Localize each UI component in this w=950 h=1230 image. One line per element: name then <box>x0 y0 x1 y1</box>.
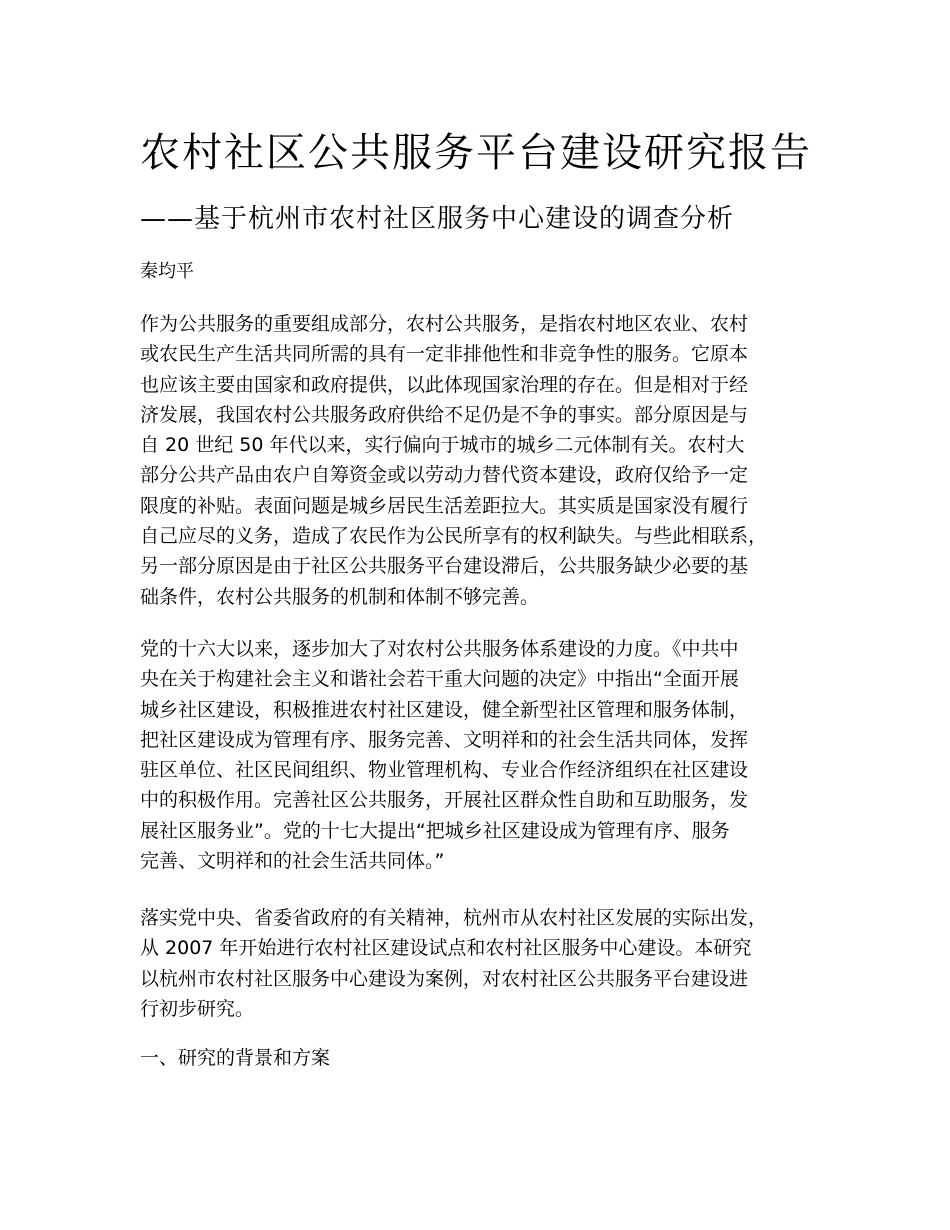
paragraph-line: 党的十六大以来，逐步加大了对农村公共服务体系建设的力度。《中共中 <box>140 638 739 660</box>
paragraph-line: 济发展，我国农村公共服务政府供给不足仍是不争的事实。部分原因是与 <box>140 403 749 426</box>
paragraph-line: 限度的补贴。表面问题是城乡居民生活差距拉大。其实质是国家没有履行 <box>140 494 749 517</box>
paragraph-line: 自 20 世纪 50 年代以来，实行偏向于城市的城乡二元体制有关。农村大 <box>140 434 745 457</box>
paragraph-line: 础条件，农村公共服务的机制和体制不够完善。 <box>140 585 540 608</box>
paragraph-line: 以杭州市农村社区服务中心建设为案例，对农村社区公共服务平台建设进 <box>140 967 749 990</box>
paragraph-line: 驻区单位、社区民间组织、物业管理机构、专业合作经济组织在社区建设 <box>140 759 749 782</box>
paragraph-line: 另一部分原因是由于社区公共服务平台建设滞后，公共服务缺少必要的基 <box>140 555 749 578</box>
paragraph-line: 或农民生产生活共同所需的具有一定非排他性和非竞争性的服务。它原本 <box>140 343 749 366</box>
paragraph-line: 城乡社区建设，积极推进农村社区建设，健全新型社区管理和服务体制， <box>140 698 749 721</box>
section-heading: 一、研究的背景和方案 <box>140 1047 331 1069</box>
paragraph-line: 部分公共产品由农户自筹资金或以劳动力替代资本建设，政府仅给予一定 <box>140 464 749 487</box>
paragraph-line: 从 2007 年开始进行农村社区建设试点和农村社区服务中心建设。本研究 <box>140 937 752 960</box>
paragraph-line: 行初步研究。 <box>140 997 255 1020</box>
paragraph-line: 自己应尽的义务，造成了农民作为公民所享有的权利缺失。与些此相联系， <box>140 525 768 548</box>
paragraph-line: 把社区建设成为管理有序、服务完善、文明祥和的社会生活共同体，发挥 <box>140 728 749 751</box>
document-title: 农村社区公共服务平台建设研究报告 <box>140 130 812 176</box>
paragraph-line: 也应该主要由国家和政府提供，以此体现国家治理的存在。但是相对于经 <box>140 373 749 396</box>
paragraph-line: 央在关于构建社会主义和谐社会若干重大问题的决定》中指出“全面开展 <box>140 668 739 691</box>
paragraph-line: 作为公共服务的重要组成部分，农村公共服务，是指农村地区农业、农村 <box>140 313 749 335</box>
paragraph-line: 展社区服务业”。党的十七大提出“把城乡社区建设成为管理有序、服务 <box>140 819 730 842</box>
paragraph-line: 落实党中央、省委省政府的有关精神，杭州市从农村社区发展的实际出发， <box>140 907 768 929</box>
paragraph-1 <box>140 309 830 612</box>
paragraph-3 <box>140 903 830 1024</box>
paragraph-line: 完善、文明祥和的社会生活共同体。” <box>140 850 445 873</box>
author-name: 秦均平 <box>140 261 194 282</box>
document-subtitle: ——基于杭州市农村社区服务中心建设的调查分析 <box>140 204 735 234</box>
paragraph-2 <box>140 634 830 876</box>
paragraph-line: 中的积极作用。完善社区公共服务，开展社区群众性自助和互助服务，发 <box>140 789 749 812</box>
